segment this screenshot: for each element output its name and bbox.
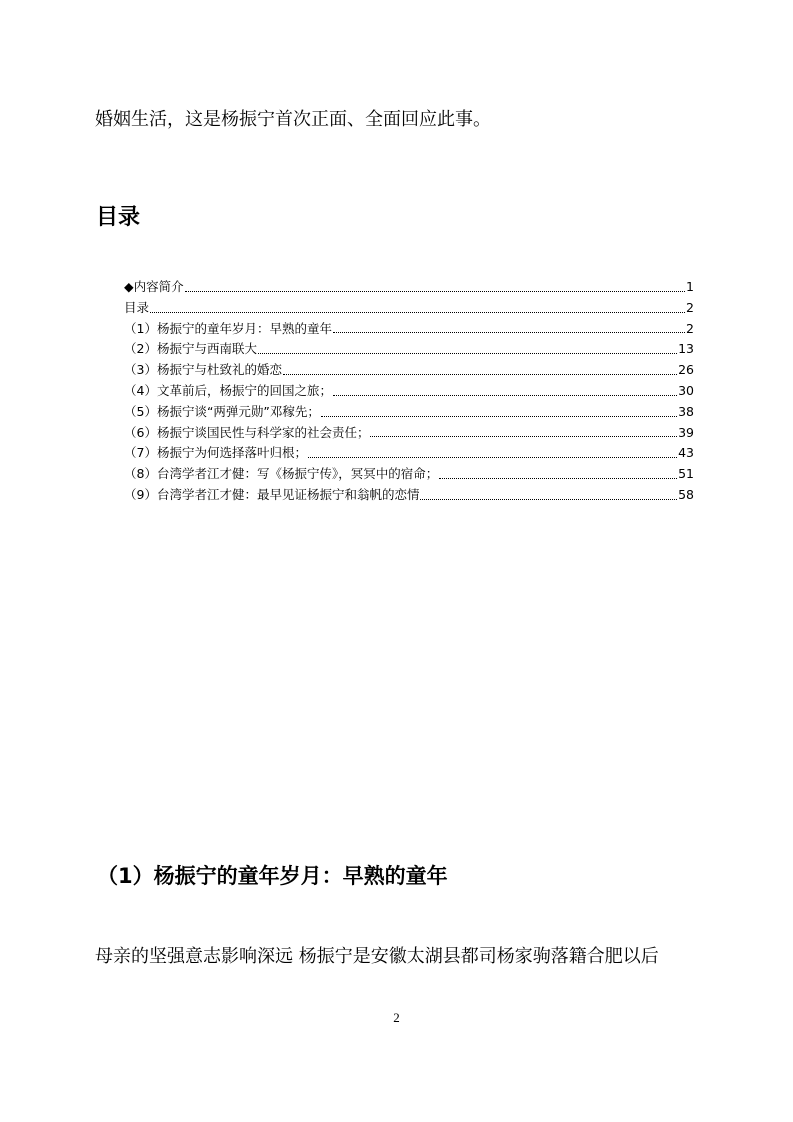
- toc-entry-chapter-9[interactable]: [124, 485, 694, 506]
- toc-entry-page: 39: [678, 424, 694, 440]
- toc-entry-chapter-3[interactable]: [124, 360, 694, 381]
- toc-entry-label: （9）台湾学者江才健：最早见证杨振宁和翁帆的恋情: [124, 486, 420, 502]
- page-number: 2: [393, 1010, 400, 1025]
- toc-entry-chapter-2[interactable]: [124, 339, 694, 360]
- toc-dot-leader: [333, 395, 677, 396]
- toc-entry-page: 38: [678, 403, 694, 419]
- toc-entry-chapter-6[interactable]: [124, 423, 694, 444]
- toc-entry-page: 2: [686, 299, 694, 315]
- toc-dot-leader: [370, 436, 677, 437]
- toc-entry-page: 13: [678, 341, 694, 357]
- toc-entry-chapter-7[interactable]: [124, 443, 694, 464]
- toc-entry-label: （2）杨振宁与西南联大: [124, 341, 257, 357]
- section-heading: （1）杨振宁的童年岁月：早熟的童年: [97, 864, 448, 888]
- toc-dot-leader: [185, 291, 685, 292]
- toc-entry-page: 2: [686, 320, 694, 336]
- toc-entry-page: 51: [678, 466, 694, 482]
- toc-entry-page: 26: [678, 362, 694, 378]
- toc-entry-label: 目录: [124, 299, 150, 315]
- toc-entry-page: 43: [678, 445, 694, 461]
- section-body-text: 母亲的坚强意志影响深远 杨振宁是安徽太湖县都司杨家驹落籍合肥以后: [95, 946, 659, 967]
- toc-dot-leader: [308, 457, 677, 458]
- toc-entry-page: 1: [686, 279, 694, 294]
- toc-entry-chapter-4[interactable]: [124, 381, 694, 402]
- toc-entry-page: 30: [678, 382, 694, 398]
- toc-entry-page: 58: [678, 486, 694, 502]
- toc-entry-summary[interactable]: [124, 277, 694, 298]
- toc-dot-leader: [258, 353, 677, 354]
- toc-entry-chapter-5[interactable]: [124, 402, 694, 423]
- toc-heading: 目录: [96, 205, 141, 230]
- toc-entry-label: （3）杨振宁与杜致礼的婚恋: [124, 362, 282, 378]
- toc-entry-label: （8）台湾学者江才健：写《杨振宁传》，冥冥中的宿命；: [124, 466, 439, 482]
- toc-entry-label: （1）杨振宁的童年岁月：早熟的童年: [124, 320, 332, 336]
- toc-entry-label: （7）杨振宁为何选择落叶归根；: [124, 445, 307, 461]
- toc-entry-label: （6）杨振宁谈国民性与科学家的社会责任；: [124, 424, 370, 440]
- toc-entry-contents[interactable]: [124, 298, 694, 319]
- toc-dot-leader: [321, 416, 677, 417]
- toc-dot-leader: [333, 332, 685, 333]
- table-of-contents: [124, 277, 694, 506]
- toc-dot-leader: [150, 312, 685, 313]
- toc-entry-label: （4）文革前后，杨振宁的回国之旅；: [124, 382, 332, 398]
- toc-entry-chapter-8[interactable]: [124, 464, 694, 485]
- toc-dot-leader: [439, 478, 677, 479]
- toc-dot-leader: [420, 499, 677, 500]
- toc-entry-label: ◆内容简介: [124, 279, 184, 294]
- toc-entry-chapter-1[interactable]: [124, 319, 694, 340]
- intro-paragraph-line: 婚姻生活，这是杨振宁首次正面、全面回应此事。: [95, 109, 491, 130]
- toc-dot-leader: [283, 374, 677, 375]
- toc-entry-label: （5）杨振宁谈“两弹元勋”邓稼先；: [124, 403, 320, 419]
